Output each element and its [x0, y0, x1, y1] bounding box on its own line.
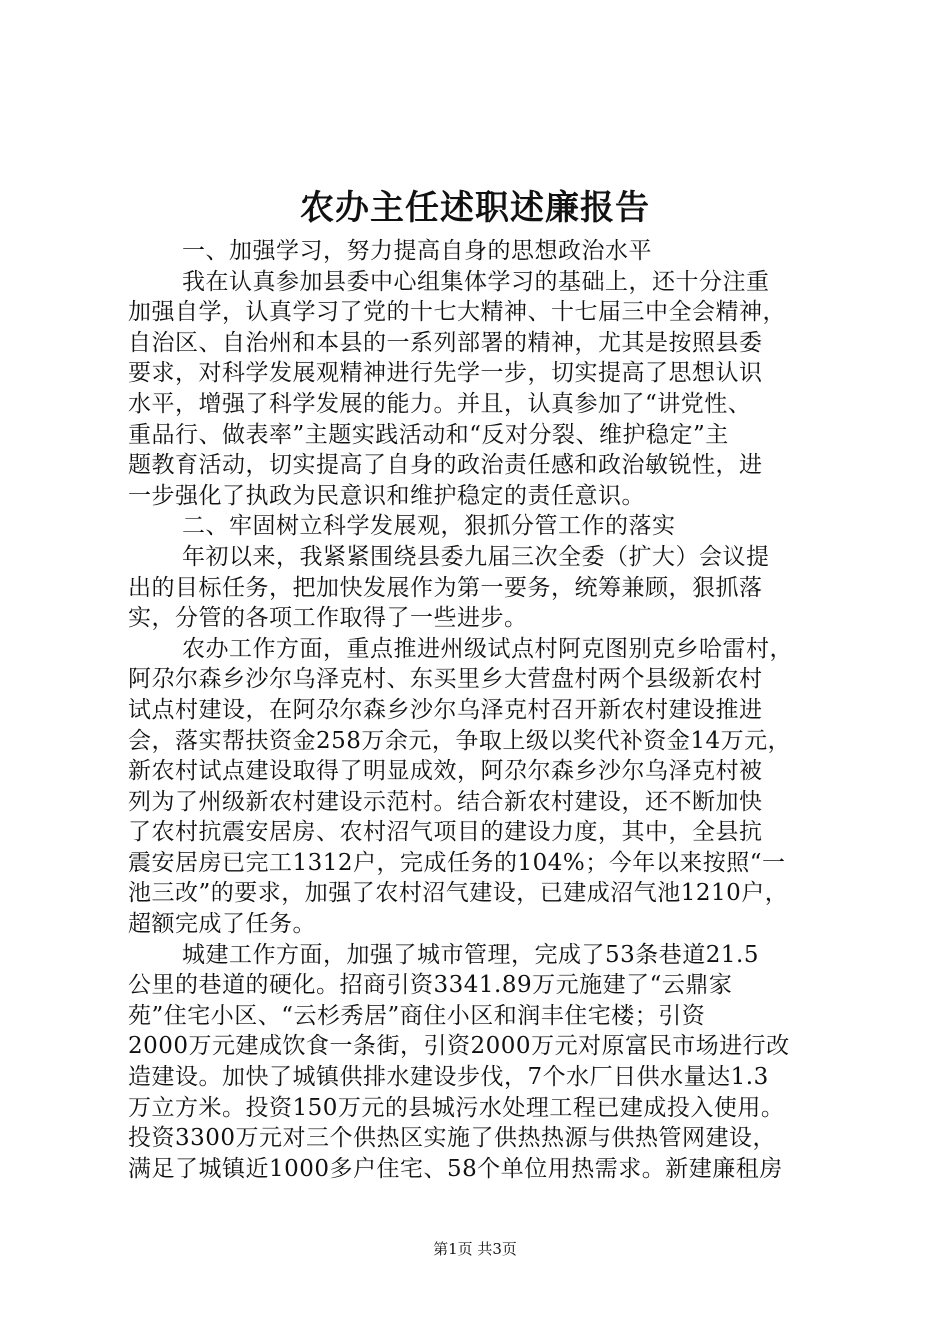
body-line: 实，分管的各项工作取得了一些进步。 — [128, 605, 528, 632]
body-line: 新农村试点建设取得了明显成效，阿尕尔森乡沙尔乌泽克村被 — [128, 758, 763, 785]
body-line: 试点村建设，在阿尕尔森乡沙尔乌泽克村召开新农村建设推进 — [128, 696, 763, 723]
body-line: 满足了城镇近1000多户住宅、58个单位用热需求。新建廉租房 — [128, 1155, 783, 1182]
body-line: 震安居房已完工1312户，完成任务的104%；今年以来按照“一 — [128, 849, 786, 876]
body-line: 投资3300万元对三个供热区实施了供热热源与供热管网建设， — [128, 1125, 777, 1152]
body-line: 农办工作方面，重点推进州级试点村阿克图别克乡哈雷村， — [182, 635, 793, 662]
page-footer: 第1页 共3页 — [433, 1240, 517, 1258]
body-line: 万立方米。投资150万元的县城污水处理工程已建成投入使用。 — [128, 1094, 785, 1121]
document-body — [128, 236, 834, 1184]
body-line: 自治区、自治州和本县的一系列部署的精神，尤其是按照县委 — [128, 329, 763, 356]
body-line: 会，落实帮扶资金258万余元，争取上级以奖代补资金14万元， — [128, 727, 792, 754]
document-title: 农办主任述职述廉报告 — [300, 188, 650, 228]
body-line: 城建工作方面，加强了城市管理，完成了53条巷道21.5 — [182, 941, 759, 968]
body-line: 年初以来，我紧紧围绕县委九届三次全委（扩大）会议提 — [182, 543, 770, 570]
body-line: 要求，对科学发展观精神进行先学一步，切实提高了思想认识 — [128, 360, 763, 387]
body-line: 公里的巷道的硬化。招商引资3341.89万元施建了“云鼎家 — [128, 972, 733, 999]
section-heading-1: 一、加强学习，努力提高自身的思想政治水平 — [182, 238, 652, 264]
body-line: 出的目标任务，把加快发展作为第一要务，统筹兼顾，狠抓落 — [128, 574, 763, 601]
body-line: 2000万元建成饮食一条街，引资2000万元对原富民市场进行改 — [128, 1033, 790, 1060]
body-line: 造建设。加快了城镇供排水建设步伐，7个水厂日供水量达1.3 — [128, 1064, 769, 1091]
body-line: 重品行、做表率”主题实践活动和“反对分裂、维护稳定”主 — [128, 421, 729, 448]
body-line: 苑”住宅小区、“云杉秀居”商住小区和润丰住宅楼；引资 — [128, 1002, 706, 1029]
body-line: 水平，增强了科学发展的能力。并且，认真参加了“讲党性、 — [128, 390, 752, 417]
body-line: 池三改”的要求，加强了农村沼气建设，已建成沼气池1210户， — [128, 880, 789, 907]
body-line: 一步强化了执政为民意识和维护稳定的责任意识。 — [128, 482, 645, 509]
section-heading-2: 二、牢固树立科学发展观，狠抓分管工作的落实 — [182, 513, 676, 540]
body-line: 题教育活动，切实提高了自身的政治责任感和政治敏锐性，进 — [128, 452, 763, 479]
body-line: 列为了州级新农村建设示范村。结合新农村建设，还不断加快 — [128, 788, 763, 815]
body-line: 我在认真参加县委中心组集体学习的基础上，还十分注重 — [182, 268, 770, 295]
body-line: 了农村抗震安居房、农村沼气项目的建设力度，其中，全县抗 — [128, 819, 763, 846]
body-line: 阿尕尔森乡沙尔乌泽克村、东买里乡大营盘村两个县级新农村 — [128, 666, 763, 693]
body-line: 加强自学，认真学习了党的十七大精神、十七届三中全会精神， — [128, 299, 786, 326]
body-line: 超额完成了任务。 — [128, 911, 316, 938]
